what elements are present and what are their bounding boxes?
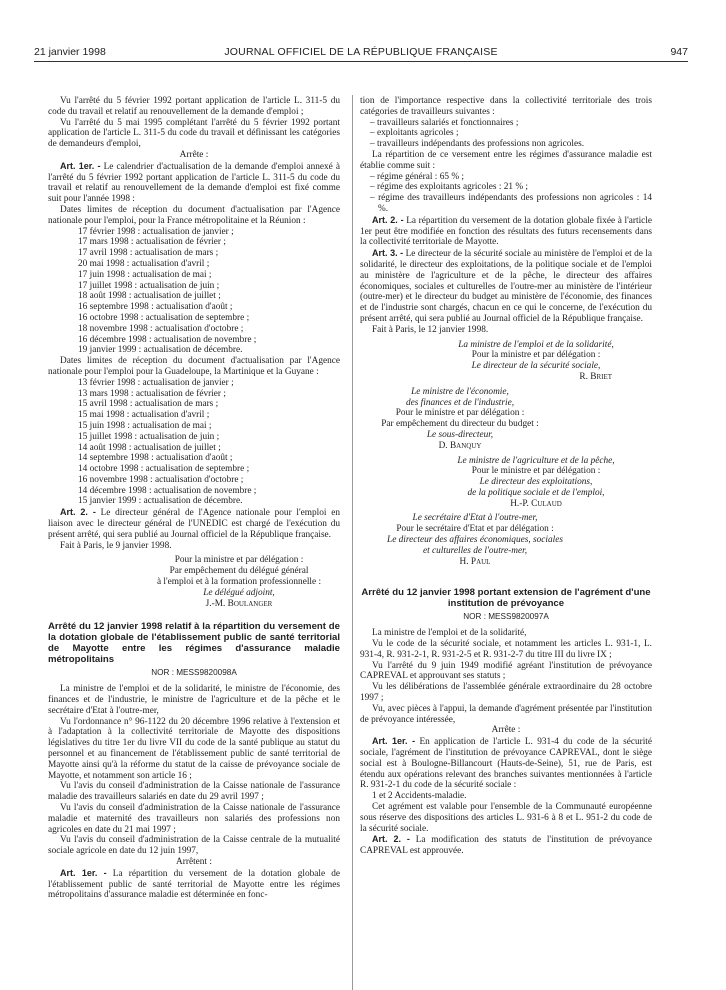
paragraph: Vu l'ordonnance n° 96-1122 du 20 décembre 1996 relative à l'extension et à l'adaptation à la collectivité territoriale de Mayotte des dispositions législatives du titre 1er du livre VII du code de la santé publique au statut du personnel et au financement de l'établissement public de santé territorial de Mayotte ainsi qu'à la réforme du statut de la caisse de prévoyance sociale de Mayotte, et notamment son article 16 ; bbox=[48, 716, 340, 781]
date-list-item: 13 mars 1998 : actualisation de février ; bbox=[78, 388, 226, 399]
fait-line: Fait à Paris, le 9 janvier 1998. bbox=[60, 540, 172, 551]
date-list-item: 15 juillet 1998 : actualisation de juin ; bbox=[78, 431, 220, 442]
article-3 bbox=[360, 248, 652, 325]
article-label: Art. 1er. - bbox=[60, 160, 101, 171]
date-list-item: 14 décembre 1998 : actualisation de novembre ; bbox=[78, 485, 257, 496]
decree-title: Arrêté du 12 janvier 1998 relatif à la répartition du versement de la dotation globale de l'établissement public de santé territorial de Mayotte entre les régimes d'assurance maladie métropolitains bbox=[48, 621, 340, 666]
date-list-item: 18 août 1998 : actualisation de juillet ; bbox=[78, 291, 221, 302]
article-label: Art. 2. - bbox=[372, 834, 410, 845]
arrete-heading: Arrête : bbox=[179, 149, 209, 160]
paragraph: Vu l'avis du conseil d'administration de la Caisse centrale de la mutualité sociale agricole en date du 12 juin 1997, bbox=[48, 835, 340, 857]
journal-title: JOURNAL OFFICIEL DE LA RÉPUBLIQUE FRANÇAISE bbox=[224, 46, 498, 58]
article-text: Le directeur de la sécurité sociale au ministère de l'emploi et de la solidarité, le directeur des exploitations, de la politique sociale et de l'emploi au ministère de l'agriculture et de la pêche, le directeur des affaires économiques, sociales et culturelles de l'outre-mer au ministère de l'intérieur (outre-mer) et le directeur du budget au ministère de l'économie, des finances et de l'industrie sont chargés, chacun en ce qui le concerne, de l'exécution du présent arrêté, qui sera publié au Journal officiel de la République française. bbox=[360, 249, 652, 324]
nor-reference: NOR : MESS9820097A bbox=[463, 612, 549, 622]
signature-block-2 bbox=[360, 387, 560, 452]
signature-line: Le ministre de l'économie, bbox=[411, 386, 509, 397]
spacer bbox=[360, 567, 652, 575]
date-list-item: 17 mars 1998 : actualisation de février ; bbox=[78, 237, 226, 248]
article-1 bbox=[48, 161, 340, 205]
left-column bbox=[48, 96, 340, 901]
right-column bbox=[360, 96, 652, 857]
article-text: La répartition du versement de la dotation globale de l'établissement public de santé territorial de Mayotte entre les régimes métropolitains d'assurance maladie est déterminée en fonc- bbox=[48, 868, 340, 901]
bullet-item: – travailleurs indépendants des professions non agricoles. bbox=[370, 139, 585, 150]
paragraph: Vu le code de la sécurité sociale, et notamment les articles L. 931-1, L. 931-4, R. 931-2-1, R. 931-2-5 et R. 931-2-7 du titre III du livre IX ; bbox=[360, 639, 652, 660]
article-1 bbox=[360, 736, 652, 791]
page-number: 947 bbox=[670, 46, 688, 58]
paragraph: La répartition de ce versement entre les régimes d'assurance maladie est établie comme suit : bbox=[360, 149, 652, 171]
date-list-item: 18 novembre 1998 : actualisation d'octobre ; bbox=[78, 323, 244, 334]
paragraph: Vu l'avis du conseil d'administration de la Caisse nationale de l'assurance maladie et maternité des travailleurs non salariés des professions non agricoles en date du 21 mai 1997 ; bbox=[48, 803, 340, 835]
date-list-item: 16 septembre 1998 : actualisation d'août ; bbox=[78, 302, 233, 313]
signatory-name: H. Paul bbox=[459, 556, 491, 567]
article-2 bbox=[360, 834, 652, 857]
dates-intro-antilles: Dates limites de réception du document d'actualisation par l'Agence nationale pour l'emploi pour la Guadeloupe, la Martinique et la Guyane : bbox=[48, 356, 340, 377]
signature-line: Le secrétaire d'Etat à l'outre-mer, bbox=[412, 513, 538, 524]
signature-title: Le délégué adjoint, bbox=[203, 587, 275, 598]
bullet-item: – travailleurs salariés et fonctionnaires ; bbox=[370, 117, 519, 128]
date-list-item: 14 septembre 1998 : actualisation d'août ; bbox=[78, 453, 233, 464]
spacer bbox=[360, 575, 652, 583]
paragraph: Vu les délibérations de l'assemblée générale extraordinaire du 28 octobre 1997 ; bbox=[360, 682, 652, 704]
signature-line: à l'emploi et à la formation professionnelle : bbox=[156, 577, 322, 588]
signature-line: de la politique sociale et de l'emploi, bbox=[467, 487, 605, 498]
bullet-item: – exploitants agricoles ; bbox=[370, 128, 459, 139]
bullet-item: – régime général : 65 % ; bbox=[370, 171, 464, 182]
dates-intro-metropole: Dates limites de réception du document d'actualisation par l'Agence nationale pour l'emploi, pour la France métropolitaine et la Réunion : bbox=[48, 204, 340, 226]
signature-line: des finances et de l'industrie, bbox=[405, 397, 515, 408]
spacer bbox=[48, 609, 340, 617]
article-2 bbox=[360, 215, 652, 248]
date-list-item: 17 avril 1998 : actualisation de mars ; bbox=[78, 248, 219, 259]
branches-line: 1 et 2 Accidents-maladie. bbox=[372, 791, 467, 802]
arrete-heading: Arrête : bbox=[491, 725, 521, 736]
signature-line: Le directeur de la sécurité sociale, bbox=[471, 361, 601, 372]
fait-line: Fait à Paris, le 12 janvier 1998. bbox=[372, 324, 489, 335]
paragraph: Vu l'arrêté du 5 mai 1995 complétant l'arrêté du 5 février 1992 portant application de l'article L. 311-5 du code du travail et définissant les catégories de demandeurs d'emploi, bbox=[48, 117, 340, 150]
date-list-item: 17 juin 1998 : actualisation de mai ; bbox=[78, 269, 212, 280]
date-list-item: 20 mai 1998 : actualisation d'avril ; bbox=[78, 258, 210, 269]
article-2 bbox=[48, 507, 340, 540]
article-text: Le calendrier d'actualisation de la demande d'emploi annexé à l'arrêté du 5 février 1992 portant application de l'article L. 311-5 du code du travail et relatif au renouvellement de la demande d'emploi est fixé comme suit pour l'année 1998 : bbox=[48, 161, 341, 205]
paragraph: La ministre de l'emploi et de la solidarité, bbox=[372, 628, 527, 639]
signature-block-4 bbox=[360, 513, 590, 567]
signature-line: Le directeur des exploitations, bbox=[479, 477, 593, 488]
article-1 bbox=[48, 868, 340, 901]
signature-line: Pour le ministre et par délégation : bbox=[395, 408, 525, 419]
date-list-item: 13 février 1998 : actualisation de janvier ; bbox=[78, 377, 234, 388]
date-list-item: 17 février 1998 : actualisation de janvier ; bbox=[78, 226, 234, 237]
signature-line: La ministre de l'emploi et de la solidarité, bbox=[458, 339, 614, 350]
signatory-name: R. Briet bbox=[579, 371, 612, 382]
date-list-item: 14 août 1998 : actualisation de juillet ; bbox=[78, 442, 221, 453]
decree-title: Arrêté du 12 janvier 1998 portant extension de l'agrément d'une institution de prévoyance bbox=[361, 587, 651, 610]
signature-line: Pour la ministre et par délégation : bbox=[471, 350, 601, 361]
date-list-item: 15 avril 1998 : actualisation de mars ; bbox=[78, 399, 219, 410]
date-list-item: 17 juillet 1998 : actualisation de juin ; bbox=[78, 280, 220, 291]
signature-block-3 bbox=[360, 456, 652, 510]
article-label: Art. 2. - bbox=[60, 507, 96, 518]
page-header bbox=[34, 46, 688, 60]
signature-block-1 bbox=[360, 340, 652, 383]
article-text: La répartition du versement de la dotation globale fixée à l'article 1er peut être modifiée en fonction des résultats des futurs recensements dans la collectivité territoriale de Mayotte. bbox=[360, 215, 652, 248]
article-text: Le directeur général de l'Agence nationale pour l'emploi en liaison avec le directeur général de l'UNEDIC est chargé de l'exécution du présent arrêté, qui sera publié au Journal officiel de la République française. bbox=[48, 508, 340, 540]
signatory-name: D. Banquy bbox=[438, 440, 482, 451]
paragraph: La ministre de l'emploi et de la solidarité, le ministre de l'économie, des finances et de l'industrie, le ministre de l'agriculture et de la pêche et le secrétaire d'Etat à l'outre-mer, bbox=[48, 684, 340, 716]
article-label: Art. 3. - bbox=[372, 248, 404, 259]
signature-line: et culturelles de l'outre-mer, bbox=[422, 545, 528, 556]
signature-line: Pour le secrétaire d'Etat et par délégation : bbox=[396, 524, 554, 535]
paragraph: Vu l'avis du conseil d'administration de la Caisse nationale de l'assurance maladie des travailleurs salariés en date du 29 avril 1997 ; bbox=[48, 781, 340, 803]
paragraph: Vu l'arrêté du 9 juin 1949 modifié agréant l'institution de prévoyance CAPREVAL et approuvant ses statuts ; bbox=[360, 660, 652, 682]
arretent-heading: Arrêtent : bbox=[176, 857, 212, 867]
bullet-item: – régime des exploitants agricoles : 21 % ; bbox=[370, 182, 529, 193]
signature-line: Le ministre de l'agriculture et de la pêche, bbox=[457, 455, 615, 466]
date-list-item: 16 novembre 1998 : actualisation d'octobre ; bbox=[78, 474, 244, 485]
date-list-item: 19 janvier 1999 : actualisation de décembre. bbox=[78, 345, 243, 356]
date-list-item: 15 mai 1998 : actualisation d'avril ; bbox=[78, 410, 210, 421]
date-list-item: 15 juin 1998 : actualisation de mai ; bbox=[78, 420, 212, 431]
article-label: Art. 1er. - bbox=[60, 867, 107, 878]
dates-list-antilles bbox=[48, 378, 340, 508]
article-text: En application de l'article L. 931-4 du code de la sécurité sociale, l'agrément de l'institution de prévoyance CAPREVAL, dont le siège social est à Boulogne-Billancourt (Hauts-de-Seine), 51, rue de Paris, est étendu aux opérations relevant des branches suivantes mentionnées à l'article R. 931-2-1 du code de la sécurité sociale : bbox=[360, 737, 653, 791]
dates-list-metropole bbox=[48, 227, 340, 357]
signature-line: Le sous-directeur, bbox=[426, 429, 494, 440]
date-list-item: 15 janvier 1999 : actualisation de décembre. bbox=[78, 496, 243, 507]
signature-line: Par empêchement du délégué général bbox=[169, 566, 309, 577]
paragraph: tion de l'importance respective dans la collectivité territoriale des trois catégories de travailleurs suivantes : bbox=[360, 96, 652, 117]
regime-split-list bbox=[360, 172, 652, 215]
header-rule bbox=[34, 61, 688, 62]
signature-line: Par empêchement du directeur du budget : bbox=[381, 419, 539, 430]
worker-categories-list bbox=[360, 118, 652, 150]
signature-line: Pour la ministre et par délégation : bbox=[174, 555, 304, 566]
date-list-item: 14 octobre 1998 : actualisation de septembre ; bbox=[78, 464, 250, 475]
signatory-name: J.-M. Boulanger bbox=[205, 598, 273, 609]
article-text: La modification des statuts de l'institution de prévoyance CAPREVAL est approuvée. bbox=[360, 835, 652, 857]
date-list-item: 16 octobre 1998 : actualisation de septembre ; bbox=[78, 312, 250, 323]
article-label: Art. 1er. - bbox=[372, 736, 416, 747]
issue-date: 21 janvier 1998 bbox=[34, 46, 106, 58]
column-divider bbox=[352, 95, 353, 990]
article-label: Art. 2. - bbox=[372, 214, 404, 225]
signature-line: Le directeur des affaires économiques, sociales bbox=[387, 535, 563, 546]
signature-line: Pour le ministre et par délégation : bbox=[471, 466, 601, 477]
paragraph: Cet agrément est valable pour l'ensemble de la Communauté européenne sous réserve des dispositions des articles L. 931-6 à 8 et L. 951-2 du code de la sécurité sociale. bbox=[360, 802, 652, 834]
paragraph: Vu l'arrêté du 5 février 1992 portant application de l'article L. 311-5 du code du travail et relatif au renouvellement de la demande d'emploi ; bbox=[48, 96, 340, 117]
nor-reference: NOR : MESS9820098A bbox=[151, 668, 237, 678]
date-list-item: 16 décembre 1998 : actualisation de novembre ; bbox=[78, 334, 257, 345]
bullet-item: – régime des travailleurs indépendants des professions non agricoles : 14 %. bbox=[370, 193, 652, 214]
paragraph: Vu, avec pièces à l'appui, la demande d'agrément présentée par l'institution de prévoyance intéressée, bbox=[360, 703, 652, 725]
signatory-name: H.-P. Culaud bbox=[510, 498, 562, 509]
